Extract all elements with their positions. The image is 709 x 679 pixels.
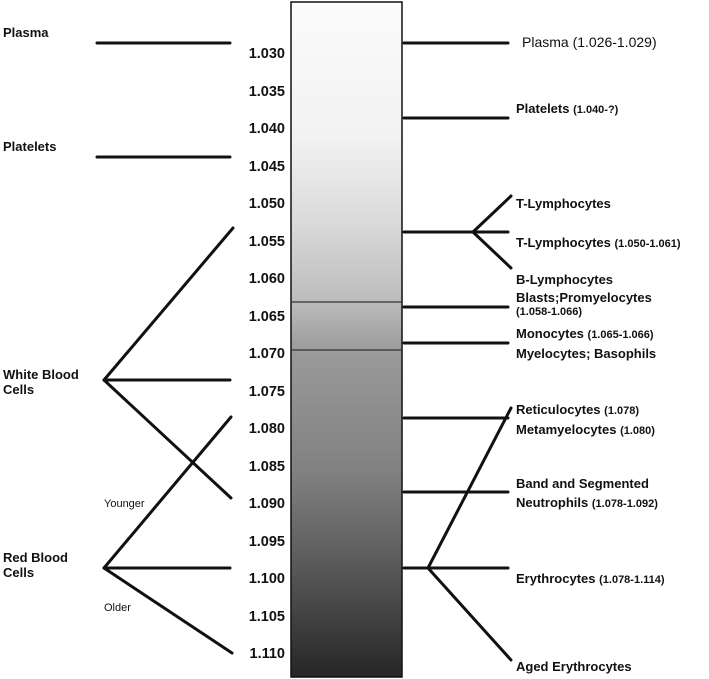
tick-label: 1.060: [248, 271, 285, 287]
right-label-aged-erythrocytes: Aged Erythrocytes: [516, 659, 632, 674]
right-label-metamyelocytes: Metamyelocytes (1.080): [516, 422, 655, 437]
rbc-line-1: Red Blood: [3, 550, 68, 565]
younger-note: Younger: [104, 498, 145, 510]
retic-branch: [428, 408, 511, 568]
left-label-plasma: Plasma: [3, 25, 49, 40]
wbc-line-2: Cells: [3, 382, 35, 397]
tick-label: 1.075: [248, 384, 285, 400]
tick-label: 1.055: [248, 234, 285, 250]
blasts-line-1: Blasts;Promyelocytes: [516, 290, 652, 305]
tick-label: 1.040: [248, 121, 285, 137]
tick-label: 1.080: [248, 421, 285, 437]
right-label-plasma: Plasma (1.026-1.029): [522, 34, 657, 50]
left-label-platelets: Platelets: [3, 139, 57, 154]
right-label-myelocytes: Myelocytes; Basophils: [516, 346, 657, 361]
left-label-red-blood-cells: [3, 550, 68, 580]
b-lymph-branch: [473, 232, 511, 268]
right-label-t-lymphocytes-top: T-Lymphocytes: [516, 196, 611, 211]
tick-label: 1.095: [248, 534, 285, 550]
tick-label: 1.070: [248, 346, 285, 362]
tick-label: 1.105: [248, 609, 285, 625]
tick-label: 1.065: [248, 309, 285, 325]
right-label-blasts: [516, 290, 652, 320]
rbc-line-2: Cells: [3, 565, 35, 580]
right-label-platelets: Platelets (1.040-?): [516, 101, 619, 116]
tick-label: 1.100: [248, 571, 285, 587]
right-label-b-lymphocytes: B-Lymphocytes: [516, 272, 614, 287]
tick-label: 1.035: [248, 84, 285, 100]
band-line-2: Neutrophils (1.078-1.092): [516, 495, 658, 510]
right-label-monocytes: Monocytes (1.065-1.066): [516, 326, 654, 341]
tick-label: 1.045: [248, 159, 285, 175]
tick-label: 1.030: [248, 46, 285, 62]
tick-label: 1.090: [248, 496, 285, 512]
right-label-band-neutrophils: [516, 476, 658, 512]
right-label-erythrocytes: Erythrocytes (1.078-1.114): [516, 571, 665, 586]
tick-label: 1.085: [248, 459, 285, 475]
wbc-line-1: White Blood: [3, 367, 79, 382]
tick-label: 1.050: [248, 196, 285, 212]
band-line-1: Band and Segmented: [516, 476, 649, 491]
right-label-reticulocytes: Reticulocytes (1.078): [516, 402, 640, 417]
left-label-white-blood-cells: [3, 367, 79, 397]
aged-erythro-branch: [428, 568, 511, 660]
t-lymph-branch: [473, 196, 511, 232]
gradient-tube: [291, 2, 402, 677]
right-label-t-lymphocytes: T-Lymphocytes (1.050-1.061): [516, 235, 681, 250]
blasts-line-2: (1.058-1.066): [516, 306, 583, 318]
older-note: Older: [104, 602, 131, 614]
wbc-upper-branch: [104, 228, 233, 380]
tick-label: 1.110: [249, 646, 285, 662]
